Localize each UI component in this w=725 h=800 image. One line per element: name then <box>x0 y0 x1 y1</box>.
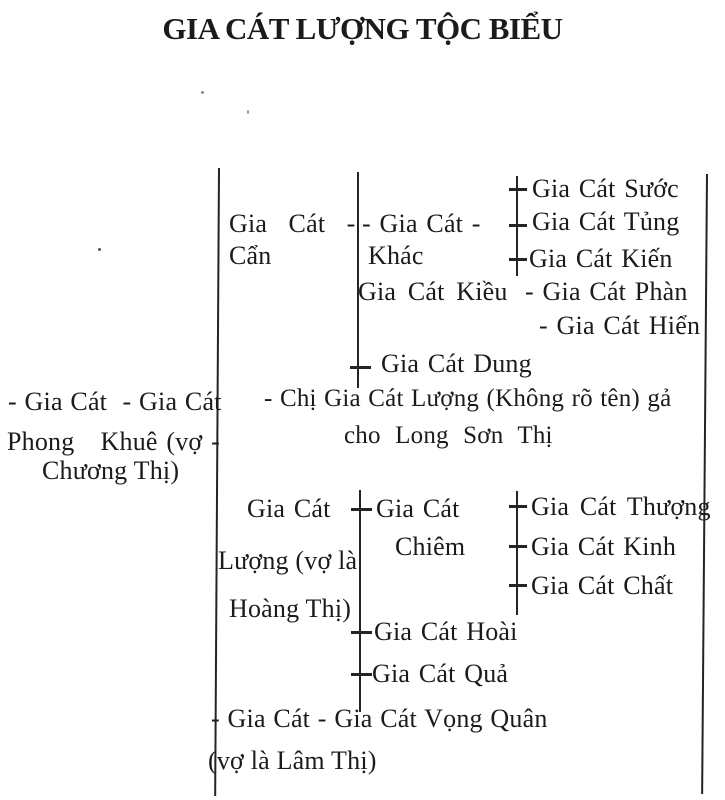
person-gia-cat-luong-line2: Lượng (vợ là <box>218 546 358 575</box>
person-gia-cat-chat: Gia Cát Chất <box>531 571 674 600</box>
branch-tick-chat <box>509 584 527 587</box>
person-gia-cat-qua: Gia Cát Quả <box>372 659 509 688</box>
person-gia-cat-kien: Gia Cát Kiến <box>529 244 673 273</box>
branch-tick-suoc <box>509 188 527 191</box>
table-right-border <box>701 174 708 794</box>
branch-tick-tung <box>509 224 527 227</box>
person-gia-cat-tung: Gia Cát Tủng <box>532 207 680 236</box>
person-gia-cat-kieu: Gia Cát Kiều <box>358 277 508 306</box>
person-gia-cat-can-line1: Gia Cát - <box>229 209 356 238</box>
branch-tick-hoai <box>351 631 372 634</box>
branch-tick-dung <box>350 366 371 369</box>
branch-tick-kinh <box>509 545 527 548</box>
person-gia-cat-suoc: Gia Cát Sước <box>532 174 679 203</box>
person-gia-cat-luong-line1: Gia Cát <box>247 494 331 523</box>
person-sister-line1: - Chị Gia Cát Lượng (Không rõ tên) gả <box>264 385 672 412</box>
scan-speck <box>247 110 249 114</box>
branch-tick-qua <box>351 673 372 676</box>
person-phong-khue-line3: Chương Thị) <box>42 456 180 485</box>
connector-line-chiem-children <box>516 491 518 615</box>
person-gia-cat-can-line2: Cẩn <box>229 241 272 270</box>
person-gia-cat-luong-line3: Hoàng Thị) <box>229 594 352 623</box>
person-sister-line2: cho Long Sơn Thị <box>344 422 553 449</box>
connector-line-luong-children <box>359 490 361 712</box>
person-gia-cat-khac-line1: - Gia Cát - <box>362 209 481 238</box>
page-title: GIA CÁT LƯỢNG TỘC BIỂU <box>162 11 563 46</box>
connector-line-generation-1 <box>214 168 220 796</box>
person-gia-cat-quan-line1: - Gia Cát - Gia Cát Vọng Quân <box>211 704 548 733</box>
person-gia-cat-kinh: Gia Cát Kinh <box>531 532 677 561</box>
person-phong-khue-line2: Phong Khuê (vợ - <box>7 427 220 456</box>
person-gia-cat-chiem-line1: Gia Cát <box>376 494 460 523</box>
branch-tick-kien <box>509 258 527 261</box>
person-gia-cat-hien: - Gia Cát Hiển <box>539 311 701 340</box>
person-phong-khue-line1: - Gia Cát - Gia Cát <box>8 387 222 416</box>
person-gia-cat-quan-line2: (vợ là Lâm Thị) <box>208 746 377 775</box>
branch-tick-thuong <box>509 505 527 508</box>
person-gia-cat-khac-line2: Khác <box>368 241 424 270</box>
person-gia-cat-dung: Gia Cát Dung <box>381 349 532 378</box>
person-gia-cat-thuong: Gia Cát Thượng <box>531 492 711 521</box>
person-gia-cat-chiem-line2: Chiêm <box>395 532 466 561</box>
person-gia-cat-hoai: Gia Cát Hoài <box>374 617 518 646</box>
scan-speck <box>201 91 204 94</box>
branch-tick-chiem <box>351 508 372 511</box>
person-gia-cat-phan: - Gia Cát Phàn <box>525 277 688 306</box>
scan-speck <box>98 248 101 251</box>
